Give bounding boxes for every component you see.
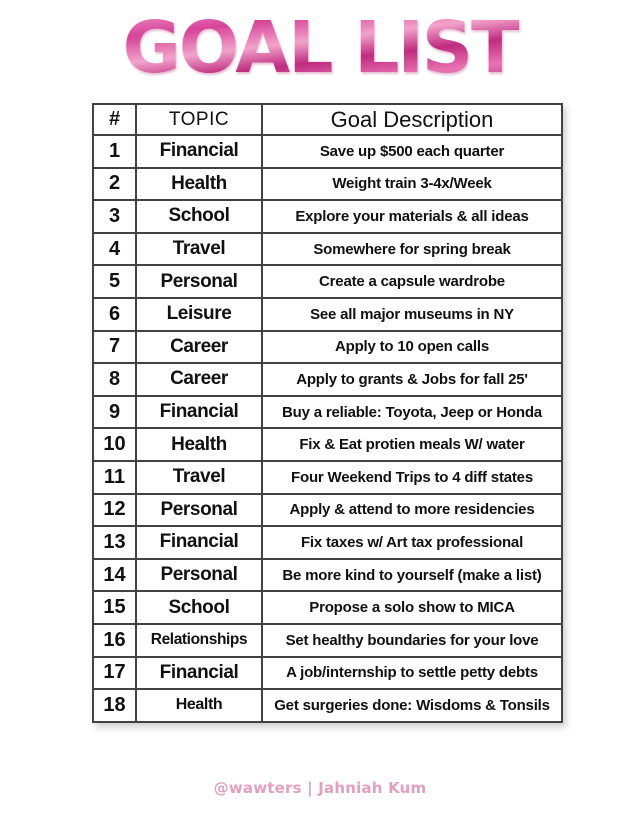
row-number-cell: 16 <box>93 624 136 657</box>
col-header-description: Goal Description <box>262 104 562 135</box>
goal-table <box>92 103 563 723</box>
row-number-cell: 3 <box>93 200 136 233</box>
credit-line: @wawters | Jahniah Kum <box>213 779 427 797</box>
table-row <box>93 265 562 298</box>
col-header-topic: TOPIC <box>136 104 262 135</box>
row-number-cell: 10 <box>93 428 136 461</box>
topic-cell: School <box>136 200 262 233</box>
description-cell: Propose a solo show to MICA <box>262 591 562 624</box>
row-number-cell: 14 <box>93 559 136 592</box>
row-number-cell: 8 <box>93 363 136 396</box>
table-header-row <box>93 104 562 135</box>
table-row <box>93 428 562 461</box>
goal-table-grid <box>92 103 563 723</box>
topic-cell: Health <box>136 168 262 201</box>
row-number-cell: 15 <box>93 591 136 624</box>
description-cell: Apply to grants & Jobs for fall 25' <box>262 363 562 396</box>
description-cell: Get surgeries done: Wisdoms & Tonsils <box>262 689 562 722</box>
row-number-cell: 1 <box>93 135 136 168</box>
description-cell: A job/internship to settle petty debts <box>262 657 562 690</box>
topic-cell: Health <box>136 428 262 461</box>
topic-cell: Financial <box>136 135 262 168</box>
row-number-cell: 4 <box>93 233 136 266</box>
col-header-number: # <box>93 104 136 135</box>
table-row <box>93 396 562 429</box>
description-cell: Be more kind to yourself (make a list) <box>262 559 562 592</box>
row-number-cell: 9 <box>93 396 136 429</box>
table-row <box>93 298 562 331</box>
row-number-cell: 17 <box>93 657 136 690</box>
description-cell: Apply & attend to more residencies <box>262 494 562 527</box>
topic-cell: Health <box>136 689 262 722</box>
table-row <box>93 689 562 722</box>
description-cell: Explore your materials & all ideas <box>262 200 562 233</box>
row-number-cell: 18 <box>93 689 136 722</box>
topic-cell: Financial <box>136 526 262 559</box>
table-row <box>93 526 562 559</box>
table-row <box>93 559 562 592</box>
description-cell: See all major museums in NY <box>262 298 562 331</box>
row-number-cell: 11 <box>93 461 136 494</box>
table-row <box>93 135 562 168</box>
row-number-cell: 5 <box>93 265 136 298</box>
description-cell: Buy a reliable: Toyota, Jeep or Honda <box>262 396 562 429</box>
topic-cell: Personal <box>136 494 262 527</box>
topic-cell: Personal <box>136 559 262 592</box>
table-row <box>93 168 562 201</box>
description-cell: Somewhere for spring break <box>262 233 562 266</box>
topic-cell: Financial <box>136 396 262 429</box>
row-number-cell: 2 <box>93 168 136 201</box>
table-row <box>93 363 562 396</box>
page-title: GOAL LIST <box>0 2 640 94</box>
description-cell: Apply to 10 open calls <box>262 331 562 364</box>
row-number-cell: 6 <box>93 298 136 331</box>
topic-cell: Financial <box>136 657 262 690</box>
description-cell: Fix taxes w/ Art tax professional <box>262 526 562 559</box>
description-cell: Four Weekend Trips to 4 diff states <box>262 461 562 494</box>
topic-cell: Career <box>136 331 262 364</box>
row-number-cell: 13 <box>93 526 136 559</box>
topic-cell: Travel <box>136 233 262 266</box>
description-cell: Weight train 3-4x/Week <box>262 168 562 201</box>
topic-cell: Career <box>136 363 262 396</box>
table-row <box>93 657 562 690</box>
row-number-cell: 12 <box>93 494 136 527</box>
row-number-cell: 7 <box>93 331 136 364</box>
table-row <box>93 494 562 527</box>
table-row <box>93 624 562 657</box>
topic-cell: Leisure <box>136 298 262 331</box>
table-row <box>93 591 562 624</box>
topic-cell: Travel <box>136 461 262 494</box>
topic-cell: Relationships <box>136 624 262 657</box>
table-row <box>93 200 562 233</box>
description-cell: Save up $500 each quarter <box>262 135 562 168</box>
table-row <box>93 461 562 494</box>
description-cell: Set healthy boundaries for your love <box>262 624 562 657</box>
topic-cell: Personal <box>136 265 262 298</box>
table-row <box>93 331 562 364</box>
table-row <box>93 233 562 266</box>
description-cell: Fix & Eat protien meals W/ water <box>262 428 562 461</box>
description-cell: Create a capsule wardrobe <box>262 265 562 298</box>
topic-cell: School <box>136 591 262 624</box>
